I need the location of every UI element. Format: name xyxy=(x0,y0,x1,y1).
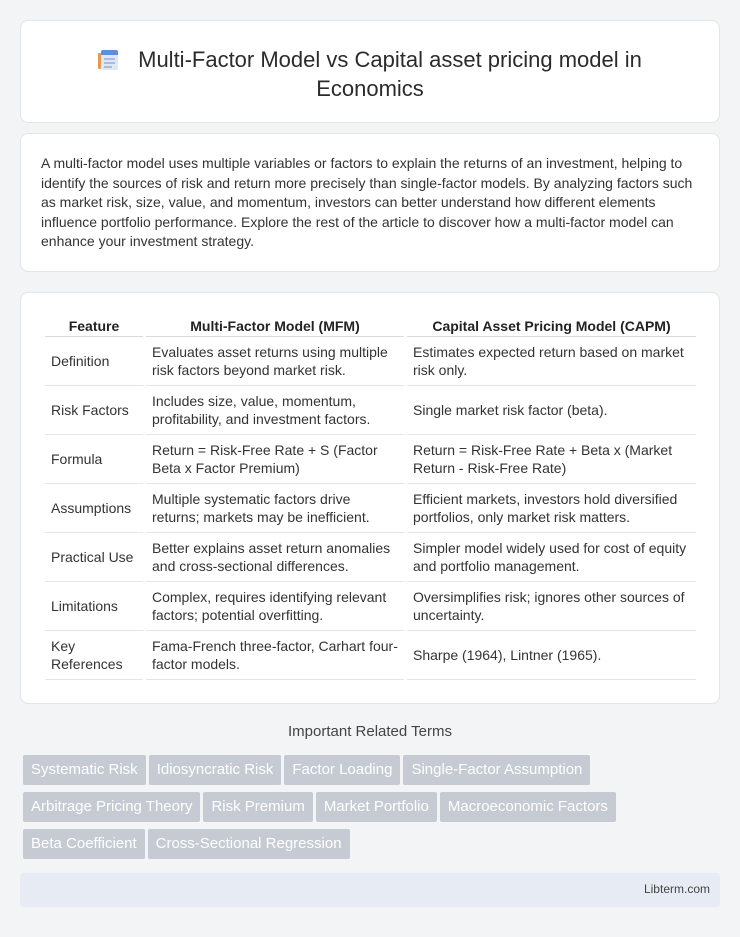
intro-card xyxy=(20,133,720,272)
related-term-tag[interactable]: Idiosyncratic Risk xyxy=(149,755,282,785)
related-term-tag[interactable]: Systematic Risk xyxy=(23,755,146,785)
cell-mfm: Multiple systematic factors drive returns; markets may be inefficient. xyxy=(146,484,404,533)
related-term-tag[interactable]: Factor Loading xyxy=(284,755,400,785)
header-mfm: Multi-Factor Model (MFM) xyxy=(146,315,404,337)
cell-feature: Practical Use xyxy=(45,533,143,582)
header-capm: Capital Asset Pricing Model (CAPM) xyxy=(407,315,696,337)
cell-feature: Key References xyxy=(45,631,143,680)
footer-bar xyxy=(20,873,720,907)
title-card xyxy=(20,20,720,123)
table-row xyxy=(45,631,696,680)
table-row xyxy=(45,533,696,582)
cell-mfm: Return = Risk-Free Rate + S (Factor Beta x Factor Premium) xyxy=(146,435,404,484)
related-term-tag[interactable]: Risk Premium xyxy=(203,792,312,822)
related-terms-heading: Important Related Terms xyxy=(288,723,452,740)
cell-feature: Assumptions xyxy=(45,484,143,533)
table-row xyxy=(45,337,696,386)
intro-paragraph: A multi-factor model uses multiple variables or factors to explain the returns of an investment, helping to identify the sources of risk and return more precisely than single-factor models. By analyzing factors such as market risk, size, value, and momentum, investors can better understand how different elements influence portfolio performance. Explore the rest of the article to discover how a multi-factor model can enhance your investment strategy. xyxy=(41,155,693,249)
cell-mfm: Includes size, value, momentum, profitability, and investment factors. xyxy=(146,386,404,435)
page-title xyxy=(21,45,719,103)
page-title-line2: Economics xyxy=(316,76,424,101)
cell-feature: Limitations xyxy=(45,582,143,631)
cell-mfm: Fama-French three-factor, Carhart four-factor models. xyxy=(146,631,404,680)
cell-capm: Single market risk factor (beta). xyxy=(407,386,696,435)
cell-capm: Oversimplifies risk; ignores other sources of uncertainty. xyxy=(407,582,696,631)
related-term-tag[interactable]: Arbitrage Pricing Theory xyxy=(23,792,200,822)
document-icon xyxy=(98,48,120,70)
cell-mfm: Complex, requires identifying relevant factors; potential overfitting. xyxy=(146,582,404,631)
table-row xyxy=(45,386,696,435)
cell-capm: Return = Risk-Free Rate + Beta x (Market Return - Risk-Free Rate) xyxy=(407,435,696,484)
related-term-tag[interactable]: Beta Coefficient xyxy=(23,829,145,859)
comparison-card xyxy=(20,292,720,704)
footer-site-link[interactable]: Libterm.com xyxy=(643,882,710,896)
cell-capm: Sharpe (1964), Lintner (1965). xyxy=(407,631,696,680)
related-term-tag[interactable]: Market Portfolio xyxy=(316,792,437,822)
related-term-tag[interactable]: Single-Factor Assumption xyxy=(403,755,590,785)
header-feature: Feature xyxy=(45,315,143,337)
table-row xyxy=(45,484,696,533)
cell-mfm: Evaluates asset returns using multiple risk factors beyond market risk. xyxy=(146,337,404,386)
cell-capm: Simpler model widely used for cost of equity and portfolio management. xyxy=(407,533,696,582)
related-term-tag[interactable]: Macroeconomic Factors xyxy=(440,792,616,822)
cell-feature: Formula xyxy=(45,435,143,484)
cell-feature: Definition xyxy=(45,337,143,386)
related-term-tag[interactable]: Cross-Sectional Regression xyxy=(148,829,350,859)
cell-capm: Efficient markets, investors hold diversified portfolios, only market risk matters. xyxy=(407,484,696,533)
table-header-row xyxy=(45,315,696,337)
table-row xyxy=(45,582,696,631)
table-row xyxy=(45,435,696,484)
cell-mfm: Better explains asset return anomalies and cross-sectional differences. xyxy=(146,533,404,582)
cell-feature: Risk Factors xyxy=(45,386,143,435)
cell-capm: Estimates expected return based on market risk only. xyxy=(407,337,696,386)
related-terms-list xyxy=(23,755,703,866)
page-title-line1: Multi-Factor Model vs Capital asset pricing model in xyxy=(138,47,642,72)
comparison-table xyxy=(42,315,699,680)
